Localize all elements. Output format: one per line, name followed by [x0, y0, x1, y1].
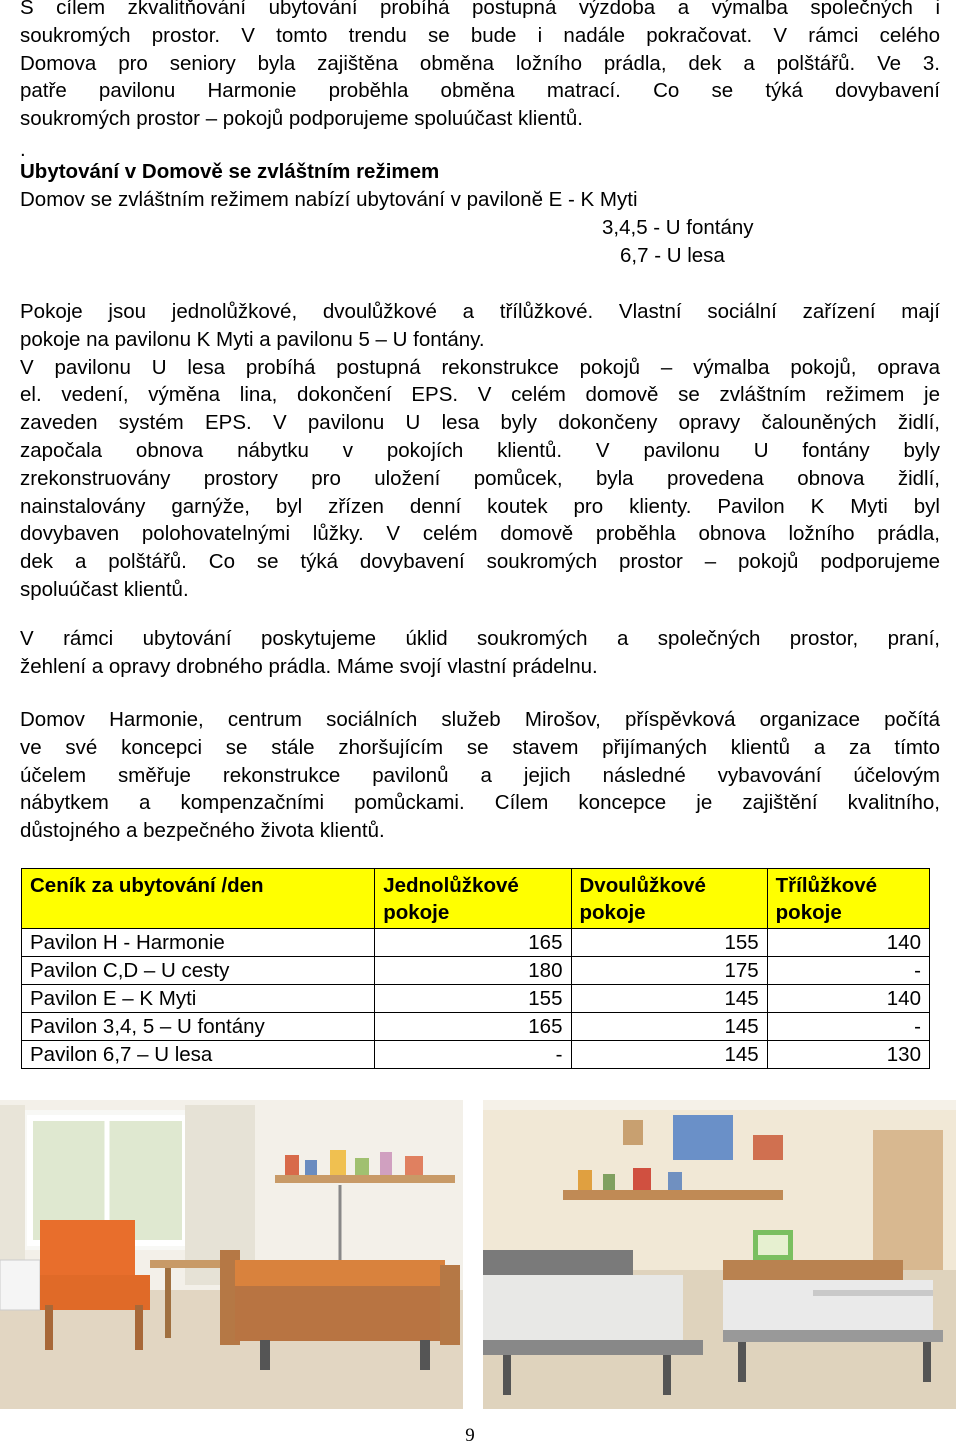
text-line: žehlení a opravy drobného prádla. Máme svojí vlastní prádelnu.: [20, 654, 598, 678]
price-table: [21, 868, 930, 1069]
text-line: patře pavilonu Harmonie proběhla obměna matrací. Co se týká dovybavení: [20, 79, 940, 103]
page-number: 9: [465, 1425, 475, 1446]
table-row: [22, 929, 930, 957]
table-cell: 145: [571, 985, 767, 1013]
table-cell: Pavilon 6,7 – U lesa: [22, 1041, 375, 1069]
text-line: V pavilonu U lesa probíhá postupná rekonstrukce pokojů – výmalba pokojů, oprava: [20, 355, 940, 379]
text-line: pokoje na pavilonu K Myti a pavilonu 5 – U fontány.: [20, 327, 485, 351]
text-line: důstojného a bezpečného života klientů.: [20, 819, 385, 843]
table-cell: Pavilon H - Harmonie: [22, 929, 375, 957]
table-cell: Pavilon E – K Myti: [22, 985, 375, 1013]
photo-room-single-bed: [0, 1100, 463, 1409]
text-line: S cílem zkvalitňování ubytování probíhá postupná výzdoba a výmalba společných i: [20, 0, 940, 19]
table-cell: Pavilon 3,4, 5 – U fontány: [22, 1013, 375, 1041]
table-cell: 175: [571, 957, 767, 985]
table-cell: 145: [571, 1041, 767, 1069]
text-line: spoluúčast klientů.: [20, 577, 189, 601]
text-line: Domov Harmonie, centrum sociálních služeb Mirošov, příspěvková organizace počítá: [20, 708, 940, 731]
text-line: nainstalovány garnýže, byl zřízen denní koutek pro klienty. Pavilon K Myti byl: [20, 494, 940, 518]
photo-room-illustration: [483, 1100, 956, 1409]
table-cell: -: [767, 1013, 929, 1041]
rooms-paragraph: [20, 298, 940, 604]
table-cell: 130: [767, 1041, 929, 1069]
text-line: nábytkem a kompenzačními pomůckami. Cílem koncepce je zajištění kvalitního,: [20, 791, 940, 815]
text-line: V rámci ubytování poskytujeme úklid soukromých a společných prostor, praní,: [20, 627, 940, 650]
text-line: započala obnova nábytku v pokojích klientů. V pavilonu U fontány byly: [20, 438, 940, 462]
table-cell: 180: [375, 957, 571, 985]
text-line: Pokoje jsou jednolůžkové, dvoulůžkové a třílůžkové. Vlastní sociální zařízení mají: [20, 300, 940, 323]
table-cell: 165: [375, 1013, 571, 1041]
table-cell: 165: [375, 929, 571, 957]
special-regime-section: [20, 158, 940, 214]
offer-line: Domov se zvláštním režimem nabízí ubytování v pavilonĕ E - K Myti: [20, 187, 638, 211]
text-line: ve své koncepci se stále zhoršujícím se stavem přijímaných klientů a za tímto: [20, 735, 940, 759]
table-header-cell: Jednolůžkové pokoje: [375, 869, 571, 929]
table-header-cell: Dvoulůžkové pokoje: [571, 869, 767, 929]
photo-room-double-bed: [483, 1100, 956, 1409]
offer-line-2: 3,4,5 - U fontány: [602, 216, 754, 239]
text-line: soukromých prostor. V tomto trendu se bude i nadále pokračovat. V rámci celého: [20, 23, 940, 47]
table-row: [22, 985, 930, 1013]
concept-paragraph: [20, 706, 940, 845]
table-header-cell: Ceník za ubytování /den: [22, 869, 375, 929]
text-line: dek a polštářů. Co se týká dovybavení soukromých prostor – pokojů podporujeme: [20, 550, 940, 574]
text-line: zaveden systém EPS. V pavilonu U lesa byly dokončeny opravy čalouněných židlí,: [20, 411, 940, 435]
text-line: zrekonstruovány prostory pro uložení pomůcek, byla provedena obnova židlí,: [20, 466, 940, 490]
table-cell: 140: [767, 929, 929, 957]
table-cell: -: [375, 1041, 571, 1069]
text-line: Domova pro seniory byla zajištěna obměna ložního prádla, dek a polštářů. Ve 3.: [20, 51, 940, 75]
photo-room-illustration: [0, 1100, 463, 1409]
table-cell: 145: [571, 1013, 767, 1041]
table-row: [22, 1041, 930, 1069]
intro-paragraph: [20, 0, 940, 133]
table-cell: 155: [571, 929, 767, 957]
text-line: soukromých prostor – pokojů podporujeme spoluúčast klientů.: [20, 107, 583, 131]
table-header-cell: Třílůžkové pokoje: [767, 869, 929, 929]
section-heading: Ubytování v Domově se zvláštním režimem: [20, 160, 440, 183]
table-row: [22, 957, 930, 985]
text-line: účelem směřuje rekonstrukce pavilonů a jejich následné vybavování účelovým: [20, 763, 940, 787]
table-header-row: [22, 869, 930, 929]
table-cell: 155: [375, 985, 571, 1013]
offer-line-3: 6,7 - U lesa: [620, 244, 725, 267]
text-line: dovybaven polohovatelnými lůžky. V celém domově proběhla obnova ložního prádla,: [20, 522, 940, 546]
table-cell: 140: [767, 985, 929, 1013]
text-line: el. vedení, výměna lina, dokončení EPS. V celém domově se zvláštním režimem je: [20, 383, 940, 407]
stray-dot: .: [20, 138, 26, 161]
services-paragraph: [20, 625, 940, 681]
table-cell: Pavilon C,D – U cesty: [22, 957, 375, 985]
table-cell: -: [767, 957, 929, 985]
table-row: [22, 1013, 930, 1041]
